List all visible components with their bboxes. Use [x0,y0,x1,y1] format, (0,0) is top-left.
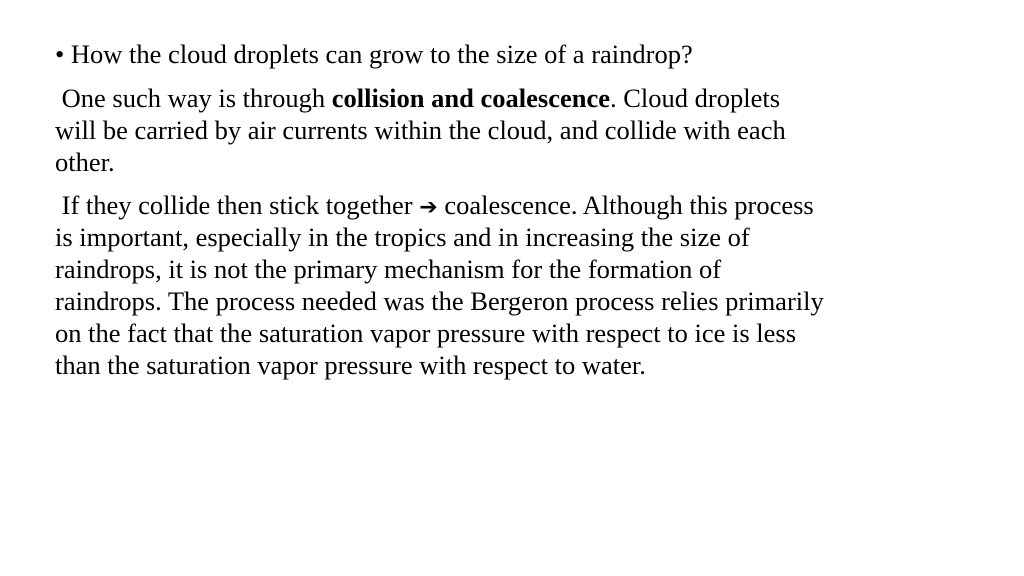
paragraph-line [55,82,780,114]
paragraph-line [55,189,814,224]
paragraph-line: will be carried by air currents within the cloud, and collide with each [55,115,786,145]
paragraph-line: on the fact that the saturation vapor pressure with respect to ice is less [55,318,797,348]
paragraph-line: other. [55,147,115,177]
text: coalescence. Although this process [437,190,814,220]
text: One such way is through [55,83,332,113]
paragraph-line: is important, especially in the tropics and in increasing the size of [55,222,750,252]
paragraph-line: raindrops, it is not the primary mechanism for the formation of [55,254,722,284]
paragraph-line: raindrops. The process needed was the Bergeron process relies primarily [55,286,824,316]
arrow-right-icon: ➔ [419,195,438,220]
paragraph-line: than the saturation vapor pressure with respect to water. [55,350,646,380]
question-text: How the cloud droplets can grow to the size of a raindrop? [70,39,693,69]
bold-term: collision and coalescence [331,83,610,113]
bullet-question [55,38,693,70]
bullet-marker: • [55,39,65,69]
text: If they collide then stick together [55,190,420,220]
text: . Cloud droplets [609,83,781,113]
